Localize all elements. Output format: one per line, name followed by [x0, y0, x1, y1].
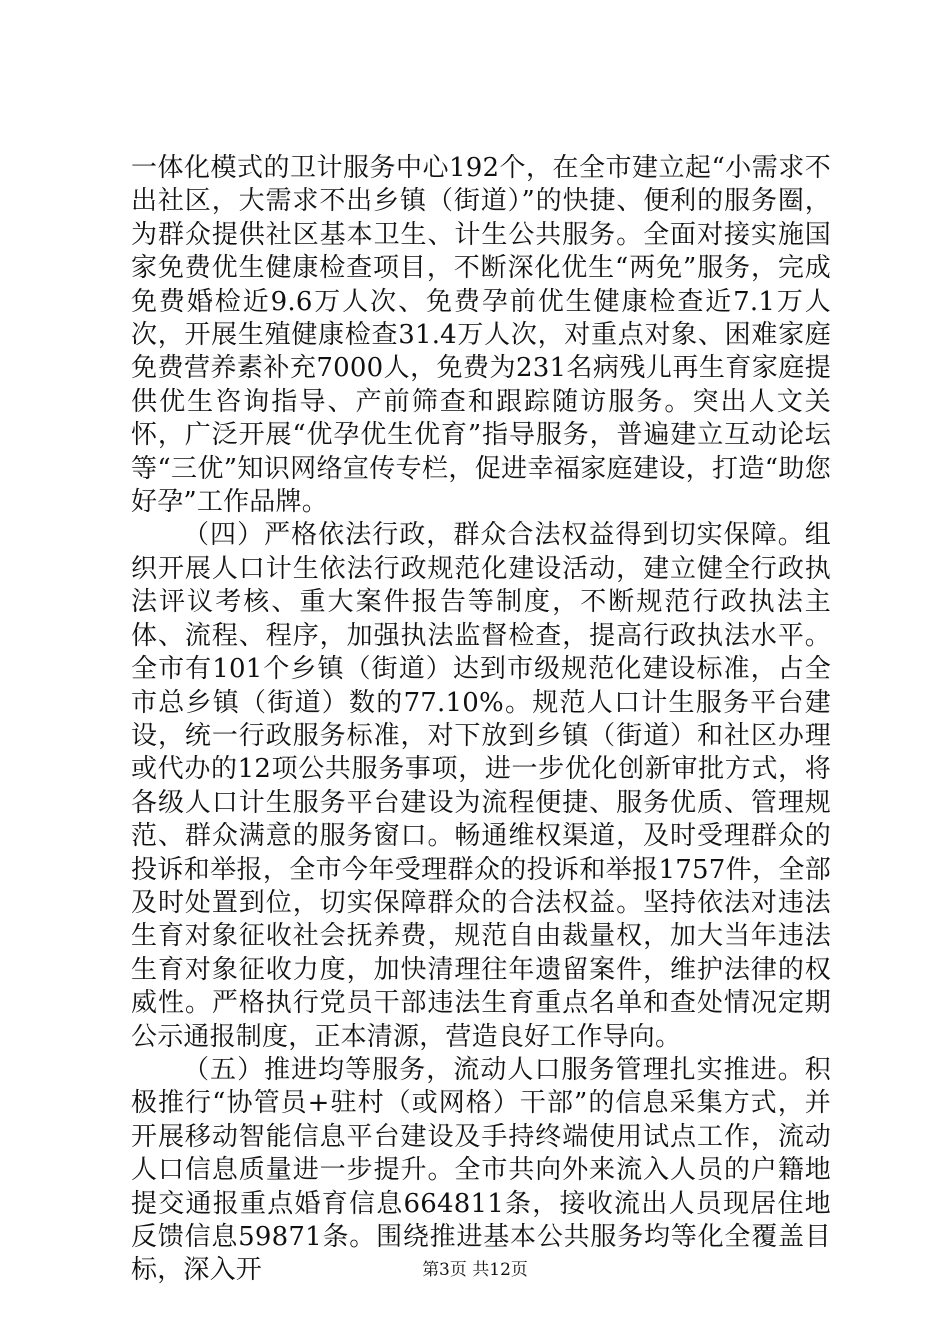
paragraph-section-four: （四）严格依法行政，群众合法权益得到切实保障。组织开展人口计生依法行政规范化建设活动，建立健全行政执法评议考核、重大案件报告等制度，不断规范行政执法主体、流程、程序，加强执法监督检查，提高行政执法水平。全市有101个乡镇（街道）达到市级规范化建设标准，占全市总乡镇（街道）数的77.10%。规范人口计生服务平台建设，统一行政服务标准，对下放到乡镇（街道）和社区办理或代办的12项公共服务事项，进一步优化创新审批方式，将各级人口计生服务平台建设为流程便捷、服务优质、管理规范、群众满意的服务窗口。畅通维权渠道，及时受理群众的投诉和举报，全市今年受理群众的投诉和举报1757件，全部及时处置到位，切实保障群众的合法权益。坚持依法对违法生育对象征收社会抚养费，规范自由裁量权，加大当年违法生育对象征收力度，加快清理往年遗留案件，维护法律的权威性。严格执行党员干部违法生育重点名单和查处情况定期公示通报制度，正本清源，营造良好工作导向。 — [131, 520, 831, 1052]
paragraph-section-five: （五）推进均等服务，流动人口服务管理扎实推进。积极推行“协管员+驻村（或网格）干部”的信息采集方式，并开展移动智能信息平台建设及手持终端使用试点工作，流动人口信息质量进一步提升。全市共向外来流入人员的户籍地提交通报重点婚育信息664811条，接收流出人员现居住地反馈信息59871条。围绕推进基本公共服务均等化全覆盖目标，深入开 — [131, 1054, 831, 1286]
paragraph-continued: 一体化模式的卫计服务中心192个，在全市建立起“小需求不出社区，大需求不出乡镇（街道）”的快捷、便利的服务圈，为群众提供社区基本卫生、计生公共服务。全面对接实施国家免费优生健康检查项目，不断深化优生“两免”服务，完成免费婚检近9.6万人次、免费孕前优生健康检查近7.1万人次，开展生殖健康检查31.4万人次，对重点对象、困难家庭免费营养素补充7000人，免费为231名病残儿再生育家庭提供优生咨询指导、产前筛查和跟踪随访服务。突出人文关怀，广泛开展“优孕优生优育”指导服务，普遍建立互动论坛等“三优”知识网络宣传专栏，促进幸福家庭建设，打造“助您好孕”工作品牌。 — [131, 153, 831, 518]
document-body — [131, 152, 831, 1288]
page-footer: 第3页 共12页 — [422, 1260, 528, 1280]
